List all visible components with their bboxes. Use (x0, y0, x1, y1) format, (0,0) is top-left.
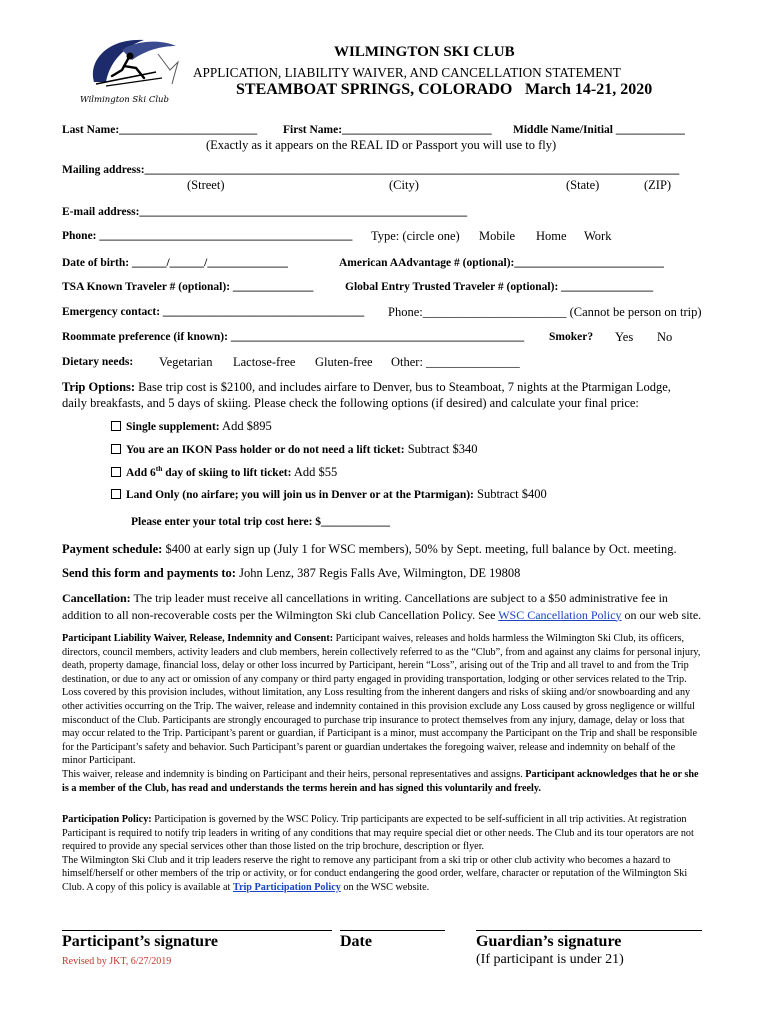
diet-other-field[interactable]: Other: _______________ (391, 355, 520, 369)
dietary-label: Dietary needs: (62, 356, 134, 368)
email-field[interactable]: E-mail address:_________________________________________________________ (62, 206, 468, 218)
trip-options-text1: Base trip cost is $2100, and includes airfare to Denver, bus to Steamboat, 7 nights at the Ptarmigan Lodge, (135, 380, 671, 394)
tsa-traveler-field[interactable]: TSA Known Traveler # (optional): ______________ (62, 281, 314, 293)
checkbox-icon[interactable] (111, 444, 121, 454)
send-to: Send this form and payments to: John Lenz, 387 Regis Falls Ave, Wilmington, DE 19808 (62, 566, 521, 580)
option-ikon-pass[interactable]: You are an IKON Pass holder or do not need a lift ticket: Subtract $340 (111, 442, 477, 457)
skier-logo-icon (66, 32, 186, 92)
total-trip-cost-field[interactable]: Please enter your total trip cost here: $____________ (131, 516, 391, 528)
guardian-signature-line[interactable] (476, 930, 702, 931)
trip-dates: March 14-21, 2020 (525, 81, 653, 98)
diet-lactose-free[interactable]: Lactose-free (233, 355, 296, 369)
option-land-only[interactable]: Land Only (no airfare; you will join us in Denver or at the Ptarmigan): Subtract $400 (111, 487, 547, 502)
diet-gluten-free[interactable]: Gluten-free (315, 355, 373, 369)
trip-options-line2: daily breakfasts, and 5 days of skiing. Please check the following options (if desired) and calculate your final price: (62, 396, 639, 410)
phone-field[interactable]: Phone: ____________________________________________ (62, 230, 353, 242)
state-label: (State) (566, 178, 600, 192)
club-logo (66, 32, 186, 104)
date-line[interactable] (340, 930, 445, 931)
checkbox-icon[interactable] (111, 467, 121, 477)
phone-type-home[interactable]: Home (536, 229, 567, 243)
aadvantage-field[interactable]: American AAdvantage # (optional):__________________________ (339, 257, 664, 269)
middle-name-field[interactable]: Middle Name/Initial ____________ (513, 124, 685, 136)
trip-options-label: Trip Options: (62, 380, 136, 394)
date-label: Date (340, 933, 372, 950)
phone-type-mobile[interactable]: Mobile (479, 229, 516, 243)
city-label: (City) (389, 178, 419, 192)
cancellation-policy-link[interactable]: WSC Cancellation Policy (498, 607, 622, 622)
emergency-phone-field[interactable]: Phone:_______________________ (Cannot be person on trip) (388, 305, 702, 319)
payment-schedule: Payment schedule: $400 at early sign up (July 1 for WSC members), 50% by Sept. meeting, full balance by Oct. meeting. (62, 542, 677, 556)
trip-destination: STEAMBOAT SPRINGS, COLORADO (236, 81, 513, 98)
guardian-signature-label: Guardian’s signature (476, 933, 622, 950)
participant-signature-line[interactable] (62, 930, 332, 931)
revision-note: Revised by JKT, 6/27/2019 (62, 956, 172, 967)
trip-participation-policy-link[interactable]: Trip Participation Policy (232, 881, 341, 893)
roommate-field[interactable]: Roommate preference (if known): ___________________________________________________ (62, 331, 525, 343)
guardian-note: (If participant is under 21) (476, 952, 624, 967)
option-single-supplement[interactable]: Single supplement: Add $895 (111, 419, 272, 434)
liability-waiver: Participant Liability Waiver, Release, Indemnity and Consent: Participant waives, releases and holds harmless the Wilmington Ski Club, its officers, directors, council members, activity leaders and club members, herein collectively referred to as the “Club”, from and against any claims for personal injury, death, property damage, financial loss, delay or other loss incurred by Participant, herein “Loss”, arising out of the Trip and all travel to and from the Trip destination, or due to any act or omission of any company or third party engaged in providing transportation, lodging or other services related to the Trip. Loss covered by this provision includes, without limitation, any Loss resulting from the inherent dangers and risks of skiing and/or snowboarding and any other activities occurring on the Trip. The waiver, release and indemnity contained in this provision exclude any Loss caused by gross negligence or willful misconduct of the Club. Participants are strongly encouraged to purchase trip insurance to protect themselves from any injury, damage, delay or loss that may occur related to the Trip. Participant’s parent or guardian, if Participant is a minor, must accompany the Participant on the Trip and shall be responsible for the Participant’s safety and behavior. Such Participant’s parent or guardian undertakes the foregoing waiver, release and indemnity on behalf of the minor Participant. This waiver, release and indemnity is binding on Participant and their heirs, personal representatives and assigns. Participant acknowledges that he or she is a member of the Club, has read and understands the terms herein and has signed this voluntarily and freely. (62, 633, 701, 794)
smoker-no[interactable]: No (657, 330, 673, 344)
mailing-address-field[interactable]: Mailing address:_____________________________________________________________________________________________ (62, 164, 680, 176)
diet-vegetarian[interactable]: Vegetarian (159, 355, 213, 369)
phone-type-work[interactable]: Work (584, 229, 612, 243)
checkbox-icon[interactable] (111, 421, 121, 431)
trip-options-line1 (62, 380, 671, 395)
logo-caption: Wilmington Ski Club (80, 95, 169, 105)
form-subtitle: APPLICATION, LIABILITY WAIVER, AND CANCELLATION STATEMENT (193, 65, 621, 80)
smoker-yes[interactable]: Yes (615, 330, 634, 344)
name-note: (Exactly as it appears on the REAL ID or Passport you will use to fly) (206, 138, 557, 152)
option-sixth-day[interactable]: Add 6th day of skiing to lift ticket: Add $55 (111, 464, 337, 480)
smoker-label: Smoker? (549, 331, 594, 343)
cancellation-policy: Cancellation: The trip leader must receive all cancellations in writing. Cancellations are subject to a $50 administrative fee in addition to all non-recoverable costs per the Wilmington Ski club Cancellation Policy. See WSC Cancellation Policy on our web site. (62, 591, 702, 622)
participation-policy: Participation Policy: Participation is governed by the WSC Policy. Trip participants are expected to be self-sufficient in all trip activities. At registration Participant is required to notify trip leaders in writing of any conditions that may require special diet or other needs. The Club and its tour operators are not required to provide any special services other than those listed on the trip brochure, description or flyer. The Wilmington Ski Club and it trip leaders reserve the right to remove any participant from a ski trip or other club activity who becomes a hazard to himself/herself or other members of the trip or activity, or for conduct endangering the good order, welfare, character or reputation of the Wilmington Ski Club. A copy of this policy is available at Trip Participation Policy on the WSC website. (62, 814, 694, 893)
participant-signature-label: Participant’s signature (62, 933, 218, 950)
checkbox-icon[interactable] (111, 489, 121, 499)
phone-type-label: Type: (circle one) (371, 229, 460, 243)
street-label: (Street) (187, 178, 225, 192)
club-title: WILMINGTON SKI CLUB (334, 44, 515, 60)
last-name-field[interactable]: Last Name:________________________ (62, 124, 258, 136)
date-of-birth-field[interactable]: Date of birth: ______/______/______________ (62, 257, 288, 269)
global-entry-field[interactable]: Global Entry Trusted Traveler # (optional): ________________ (345, 281, 654, 293)
first-name-field[interactable]: First Name:__________________________ (283, 124, 492, 136)
zip-label: (ZIP) (644, 178, 672, 192)
emergency-contact-field[interactable]: Emergency contact: ___________________________________ (62, 306, 365, 318)
